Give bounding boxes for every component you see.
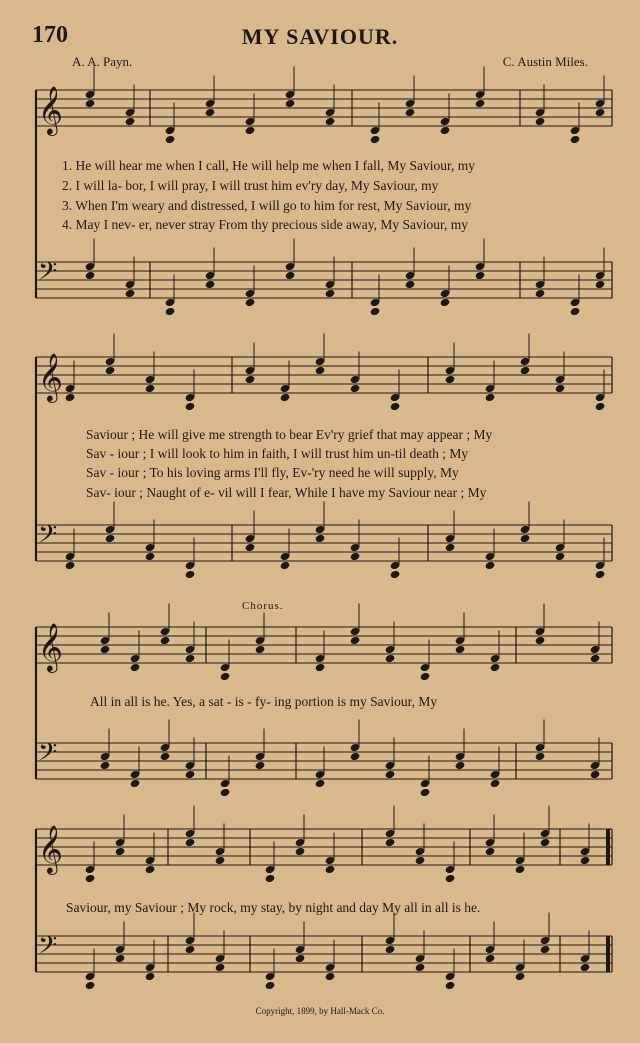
note-head: [475, 271, 486, 280]
note-head: [215, 856, 226, 865]
chorus-line-1: All in all is he. Yes, a sat - is - fy- ing portion is my Saviour, My: [90, 694, 438, 709]
note-head: [130, 779, 141, 788]
note-head: [580, 856, 591, 865]
note-head: [315, 663, 326, 672]
verse-3-line-1: 3. When I'm weary and distressed, I will go to him for rest, My Saviour, my: [62, 198, 472, 213]
note-head: [535, 117, 546, 126]
note-head: [385, 770, 396, 779]
note-head: [515, 972, 526, 981]
note-head: [245, 375, 256, 384]
note-head: [280, 393, 291, 402]
note-head: [385, 838, 396, 847]
note-head: [535, 289, 546, 298]
note-head: [325, 865, 336, 874]
treble-clef-icon: 𝄞: [38, 824, 63, 873]
verse-4-line-1: 4. May I nev- er, never stray From thy precious side away, My Saviour, my: [62, 217, 468, 232]
note-head: [455, 761, 466, 770]
note-head: [445, 981, 456, 990]
note-head: [485, 954, 496, 963]
note-head: [265, 981, 276, 990]
note-head: [145, 552, 156, 561]
note-head: [205, 280, 216, 289]
note-head: [295, 847, 306, 856]
treble-clef-icon: 𝄞: [38, 622, 63, 671]
note-head: [165, 135, 176, 144]
note-head: [415, 963, 426, 972]
note-head: [165, 307, 176, 316]
note-head: [105, 366, 116, 375]
note-head: [440, 126, 451, 135]
note-head: [580, 963, 591, 972]
note-head: [350, 552, 361, 561]
note-head: [145, 972, 156, 981]
note-head: [285, 99, 296, 108]
note-head: [265, 874, 276, 883]
note-head: [350, 384, 361, 393]
note-head: [85, 99, 96, 108]
verse-2-line-2: Sav - iour ; I will look to him in faith, I will trust him un-til death ; My: [86, 446, 469, 461]
chorus-line-2: Saviour, my Saviour ; My rock, my stay, by night and day My all in all is he.: [66, 900, 481, 915]
note-head: [85, 271, 96, 280]
note-head: [445, 874, 456, 883]
note-head: [595, 570, 606, 579]
note-head: [445, 375, 456, 384]
note-head: [485, 561, 496, 570]
note-head: [100, 761, 111, 770]
note-head: [595, 402, 606, 411]
note-head: [540, 945, 551, 954]
note-head: [350, 636, 361, 645]
note-head: [220, 788, 231, 797]
note-head: [185, 570, 196, 579]
note-head: [475, 99, 486, 108]
note-head: [65, 393, 76, 402]
note-head: [370, 307, 381, 316]
note-head: [185, 770, 196, 779]
note-head: [130, 663, 141, 672]
note-head: [295, 954, 306, 963]
note-head: [245, 126, 256, 135]
note-head: [85, 874, 96, 883]
note-head: [325, 289, 336, 298]
note-head: [535, 752, 546, 761]
verse-1-line-1: 1. He will hear me when I call, He will help me when I fall, My Saviour, my: [62, 158, 475, 173]
note-head: [405, 108, 416, 117]
note-head: [115, 954, 126, 963]
note-head: [185, 945, 196, 954]
note-head: [125, 289, 136, 298]
note-head: [145, 384, 156, 393]
note-head: [390, 402, 401, 411]
note-head: [315, 779, 326, 788]
note-head: [245, 543, 256, 552]
note-head: [125, 117, 136, 126]
note-head: [255, 645, 266, 654]
note-head: [215, 963, 226, 972]
note-head: [100, 645, 111, 654]
chorus-label: Chorus.: [242, 600, 284, 612]
verse-3-line-2: Sav - iour ; To his loving arms I'll fly, Ev-'ry need he will supply, My: [86, 465, 459, 480]
note-head: [85, 981, 96, 990]
note-head: [160, 752, 171, 761]
note-head: [315, 366, 326, 375]
note-head: [370, 135, 381, 144]
verse-1-line-2: Saviour ; He will give me strength to bear Ev'ry grief that may appear ; My: [86, 427, 493, 442]
note-head: [185, 838, 196, 847]
note-head: [415, 856, 426, 865]
note-head: [485, 847, 496, 856]
note-head: [220, 672, 231, 681]
composer-credit: C. Austin Miles.: [502, 54, 588, 69]
note-head: [535, 636, 546, 645]
note-head: [595, 280, 606, 289]
note-head: [285, 271, 296, 280]
note-head: [160, 636, 171, 645]
note-head: [145, 865, 156, 874]
note-head: [255, 761, 266, 770]
treble-clef-icon: 𝄞: [38, 85, 63, 134]
note-head: [390, 570, 401, 579]
note-head: [590, 770, 601, 779]
note-head: [520, 366, 531, 375]
note-head: [115, 847, 126, 856]
note-head: [490, 663, 501, 672]
note-head: [490, 779, 501, 788]
note-head: [420, 788, 431, 797]
note-head: [520, 534, 531, 543]
note-head: [540, 838, 551, 847]
note-head: [385, 945, 396, 954]
note-head: [350, 752, 361, 761]
note-head: [420, 672, 431, 681]
note-head: [325, 972, 336, 981]
note-head: [245, 298, 256, 307]
treble-clef-icon: 𝄞: [38, 352, 63, 401]
note-head: [440, 298, 451, 307]
note-head: [385, 654, 396, 663]
final-bar-line: [606, 829, 610, 865]
note-head: [205, 108, 216, 117]
note-head: [105, 534, 116, 543]
copyright-notice: Copyright, 1899, by Hall-Mack Co.: [255, 1006, 385, 1016]
final-bar-line: [606, 936, 610, 972]
note-head: [590, 654, 601, 663]
verse-4-line-2: Sav- iour ; Naught of e- vil will I fear, While I have my Saviour near ; My: [86, 485, 487, 500]
note-head: [185, 654, 196, 663]
note-head: [280, 561, 291, 570]
note-head: [555, 552, 566, 561]
bass-clef-icon: 𝄢: [38, 257, 58, 292]
note-head: [445, 543, 456, 552]
note-head: [595, 108, 606, 117]
note-head: [570, 307, 581, 316]
bass-clef-icon: 𝄢: [38, 738, 58, 773]
note-head: [185, 402, 196, 411]
note-head: [65, 561, 76, 570]
hymn-title: MY SAVIOUR.: [241, 24, 399, 49]
lyricist-credit: A. A. Payn.: [72, 54, 133, 69]
note-head: [570, 135, 581, 144]
page-number: 170: [32, 22, 68, 48]
note-head: [555, 384, 566, 393]
note-head: [325, 117, 336, 126]
note-head: [405, 280, 416, 289]
note-head: [485, 393, 496, 402]
verse-2-line-1: 2. I will la- bor, I will pray, I will trust him ev'ry day, My Saviour, my: [62, 178, 439, 193]
note-head: [455, 645, 466, 654]
bass-clef-icon: 𝄢: [38, 520, 58, 555]
bass-clef-icon: 𝄢: [38, 931, 58, 966]
note-head: [515, 865, 526, 874]
note-head: [315, 534, 326, 543]
